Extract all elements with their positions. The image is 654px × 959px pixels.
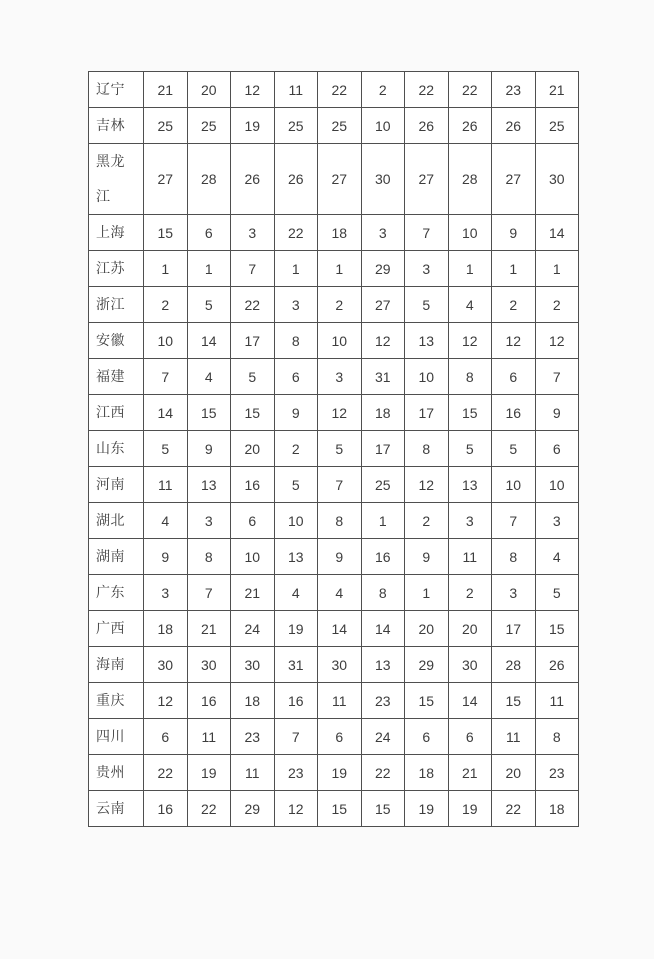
- value-cell: 12: [405, 467, 449, 503]
- value-cell: 17: [231, 323, 275, 359]
- value-cell: 22: [492, 791, 536, 827]
- value-cell: 27: [361, 287, 405, 323]
- value-cell: 20: [187, 72, 231, 108]
- value-cell: 14: [535, 215, 579, 251]
- value-cell: 2: [405, 503, 449, 539]
- value-cell: 20: [492, 755, 536, 791]
- province-name-cell: 安徽: [89, 323, 144, 359]
- value-cell: 7: [318, 467, 362, 503]
- value-cell: 9: [405, 539, 449, 575]
- value-cell: 22: [405, 72, 449, 108]
- value-cell: 20: [405, 611, 449, 647]
- value-cell: 5: [144, 431, 188, 467]
- province-name-cell: 黑龙江: [89, 144, 144, 215]
- value-cell: 3: [144, 575, 188, 611]
- value-cell: 30: [187, 647, 231, 683]
- table-row: [89, 108, 579, 144]
- value-cell: 26: [231, 144, 275, 215]
- value-cell: 10: [405, 359, 449, 395]
- value-cell: 7: [405, 215, 449, 251]
- value-cell: 3: [231, 215, 275, 251]
- table-row: [89, 503, 579, 539]
- value-cell: 17: [361, 431, 405, 467]
- value-cell: 13: [274, 539, 318, 575]
- value-cell: 4: [318, 575, 362, 611]
- value-cell: 2: [535, 287, 579, 323]
- value-cell: 15: [318, 791, 362, 827]
- value-cell: 18: [144, 611, 188, 647]
- value-cell: 1: [492, 251, 536, 287]
- value-cell: 25: [318, 108, 362, 144]
- table-row: [89, 72, 579, 108]
- value-cell: 14: [448, 683, 492, 719]
- value-cell: 3: [361, 215, 405, 251]
- value-cell: 29: [231, 791, 275, 827]
- value-cell: 30: [318, 647, 362, 683]
- value-cell: 19: [187, 755, 231, 791]
- value-cell: 10: [231, 539, 275, 575]
- value-cell: 9: [187, 431, 231, 467]
- value-cell: 12: [318, 395, 362, 431]
- value-cell: 28: [448, 144, 492, 215]
- value-cell: 22: [187, 791, 231, 827]
- value-cell: 14: [144, 395, 188, 431]
- value-cell: 5: [274, 467, 318, 503]
- value-cell: 30: [535, 144, 579, 215]
- value-cell: 26: [535, 647, 579, 683]
- value-cell: 16: [187, 683, 231, 719]
- value-cell: 15: [492, 683, 536, 719]
- province-name-cell: 吉林: [89, 108, 144, 144]
- value-cell: 2: [274, 431, 318, 467]
- value-cell: 16: [274, 683, 318, 719]
- value-cell: 27: [492, 144, 536, 215]
- value-cell: 4: [274, 575, 318, 611]
- value-cell: 6: [492, 359, 536, 395]
- table-row: [89, 144, 579, 215]
- value-cell: 9: [535, 395, 579, 431]
- value-cell: 19: [318, 755, 362, 791]
- value-cell: 27: [144, 144, 188, 215]
- value-cell: 1: [318, 251, 362, 287]
- table-row: [89, 539, 579, 575]
- value-cell: 15: [361, 791, 405, 827]
- value-cell: 21: [448, 755, 492, 791]
- value-cell: 1: [274, 251, 318, 287]
- value-cell: 8: [274, 323, 318, 359]
- value-cell: 27: [405, 144, 449, 215]
- value-cell: 6: [231, 503, 275, 539]
- value-cell: 5: [231, 359, 275, 395]
- value-cell: 23: [492, 72, 536, 108]
- table-row: [89, 791, 579, 827]
- value-cell: 10: [535, 467, 579, 503]
- value-cell: 15: [535, 611, 579, 647]
- value-cell: 10: [492, 467, 536, 503]
- table-row: [89, 683, 579, 719]
- value-cell: 1: [144, 251, 188, 287]
- value-cell: 11: [144, 467, 188, 503]
- table-row: [89, 719, 579, 755]
- value-cell: 8: [405, 431, 449, 467]
- value-cell: 9: [492, 215, 536, 251]
- value-cell: 21: [144, 72, 188, 108]
- value-cell: 21: [231, 575, 275, 611]
- province-name-cell: 辽宁: [89, 72, 144, 108]
- value-cell: 9: [144, 539, 188, 575]
- value-cell: 6: [535, 431, 579, 467]
- value-cell: 3: [187, 503, 231, 539]
- value-cell: 18: [535, 791, 579, 827]
- value-cell: 15: [187, 395, 231, 431]
- table-row: [89, 323, 579, 359]
- value-cell: 9: [274, 395, 318, 431]
- value-cell: 7: [535, 359, 579, 395]
- province-name-cell: 湖南: [89, 539, 144, 575]
- value-cell: 12: [361, 323, 405, 359]
- province-name-cell: 广东: [89, 575, 144, 611]
- value-cell: 7: [274, 719, 318, 755]
- value-cell: 15: [405, 683, 449, 719]
- value-cell: 13: [405, 323, 449, 359]
- value-cell: 12: [448, 323, 492, 359]
- table-row: [89, 575, 579, 611]
- value-cell: 23: [231, 719, 275, 755]
- value-cell: 26: [274, 144, 318, 215]
- value-cell: 8: [187, 539, 231, 575]
- value-cell: 7: [144, 359, 188, 395]
- value-cell: 4: [535, 539, 579, 575]
- value-cell: 9: [318, 539, 362, 575]
- value-cell: 13: [448, 467, 492, 503]
- value-cell: 15: [231, 395, 275, 431]
- value-cell: 18: [405, 755, 449, 791]
- value-cell: 16: [361, 539, 405, 575]
- province-name-cell: 江西: [89, 395, 144, 431]
- value-cell: 6: [274, 359, 318, 395]
- table-body: [89, 72, 579, 827]
- value-cell: 26: [492, 108, 536, 144]
- province-name-cell: 上海: [89, 215, 144, 251]
- value-cell: 5: [405, 287, 449, 323]
- value-cell: 1: [405, 575, 449, 611]
- value-cell: 31: [361, 359, 405, 395]
- value-cell: 22: [231, 287, 275, 323]
- value-cell: 12: [231, 72, 275, 108]
- province-data-table-container: [88, 71, 579, 827]
- value-cell: 1: [448, 251, 492, 287]
- value-cell: 5: [535, 575, 579, 611]
- value-cell: 3: [405, 251, 449, 287]
- value-cell: 27: [318, 144, 362, 215]
- province-name-cell: 海南: [89, 647, 144, 683]
- province-name-cell: 福建: [89, 359, 144, 395]
- value-cell: 3: [492, 575, 536, 611]
- value-cell: 26: [405, 108, 449, 144]
- table-row: [89, 395, 579, 431]
- value-cell: 6: [187, 215, 231, 251]
- value-cell: 13: [187, 467, 231, 503]
- value-cell: 5: [492, 431, 536, 467]
- value-cell: 22: [361, 755, 405, 791]
- value-cell: 21: [187, 611, 231, 647]
- value-cell: 12: [492, 323, 536, 359]
- province-name-cell: 四川: [89, 719, 144, 755]
- value-cell: 22: [274, 215, 318, 251]
- province-name-cell: 浙江: [89, 287, 144, 323]
- value-cell: 14: [187, 323, 231, 359]
- value-cell: 11: [492, 719, 536, 755]
- table-row: [89, 251, 579, 287]
- value-cell: 8: [318, 503, 362, 539]
- value-cell: 2: [448, 575, 492, 611]
- value-cell: 8: [448, 359, 492, 395]
- table-row: [89, 755, 579, 791]
- value-cell: 10: [274, 503, 318, 539]
- value-cell: 23: [274, 755, 318, 791]
- value-cell: 6: [405, 719, 449, 755]
- value-cell: 8: [361, 575, 405, 611]
- value-cell: 4: [144, 503, 188, 539]
- value-cell: 14: [318, 611, 362, 647]
- value-cell: 12: [535, 323, 579, 359]
- value-cell: 7: [231, 251, 275, 287]
- value-cell: 13: [361, 647, 405, 683]
- value-cell: 15: [144, 215, 188, 251]
- value-cell: 17: [405, 395, 449, 431]
- value-cell: 22: [318, 72, 362, 108]
- value-cell: 31: [274, 647, 318, 683]
- value-cell: 30: [231, 647, 275, 683]
- value-cell: 11: [231, 755, 275, 791]
- table-row: [89, 467, 579, 503]
- value-cell: 6: [318, 719, 362, 755]
- value-cell: 11: [187, 719, 231, 755]
- value-cell: 3: [535, 503, 579, 539]
- value-cell: 1: [187, 251, 231, 287]
- value-cell: 10: [144, 323, 188, 359]
- value-cell: 30: [144, 647, 188, 683]
- value-cell: 11: [448, 539, 492, 575]
- value-cell: 23: [361, 683, 405, 719]
- value-cell: 18: [318, 215, 362, 251]
- value-cell: 18: [231, 683, 275, 719]
- value-cell: 11: [535, 683, 579, 719]
- value-cell: 19: [405, 791, 449, 827]
- value-cell: 16: [144, 791, 188, 827]
- table-row: [89, 431, 579, 467]
- value-cell: 5: [187, 287, 231, 323]
- value-cell: 21: [535, 72, 579, 108]
- value-cell: 19: [231, 108, 275, 144]
- province-name-cell: 河南: [89, 467, 144, 503]
- province-name-cell: 广西: [89, 611, 144, 647]
- province-name-cell: 贵州: [89, 755, 144, 791]
- province-name-cell: 山东: [89, 431, 144, 467]
- value-cell: 10: [361, 108, 405, 144]
- table-row: [89, 611, 579, 647]
- value-cell: 10: [318, 323, 362, 359]
- value-cell: 3: [318, 359, 362, 395]
- value-cell: 10: [448, 215, 492, 251]
- province-name-cell: 江苏: [89, 251, 144, 287]
- province-name-cell: 重庆: [89, 683, 144, 719]
- value-cell: 2: [144, 287, 188, 323]
- value-cell: 22: [448, 72, 492, 108]
- value-cell: 18: [361, 395, 405, 431]
- value-cell: 23: [535, 755, 579, 791]
- value-cell: 24: [361, 719, 405, 755]
- value-cell: 12: [144, 683, 188, 719]
- value-cell: 16: [231, 467, 275, 503]
- value-cell: 7: [492, 503, 536, 539]
- table-row: [89, 287, 579, 323]
- table-row: [89, 647, 579, 683]
- value-cell: 25: [187, 108, 231, 144]
- table-row: [89, 215, 579, 251]
- value-cell: 28: [187, 144, 231, 215]
- value-cell: 6: [448, 719, 492, 755]
- value-cell: 26: [448, 108, 492, 144]
- value-cell: 1: [361, 503, 405, 539]
- value-cell: 28: [492, 647, 536, 683]
- value-cell: 12: [274, 791, 318, 827]
- value-cell: 5: [318, 431, 362, 467]
- value-cell: 25: [535, 108, 579, 144]
- province-name-cell: 云南: [89, 791, 144, 827]
- value-cell: 30: [361, 144, 405, 215]
- value-cell: 3: [448, 503, 492, 539]
- value-cell: 25: [144, 108, 188, 144]
- value-cell: 19: [448, 791, 492, 827]
- value-cell: 20: [448, 611, 492, 647]
- value-cell: 11: [274, 72, 318, 108]
- value-cell: 4: [187, 359, 231, 395]
- value-cell: 6: [144, 719, 188, 755]
- value-cell: 5: [448, 431, 492, 467]
- province-data-table: [88, 71, 579, 827]
- value-cell: 7: [187, 575, 231, 611]
- value-cell: 15: [448, 395, 492, 431]
- value-cell: 19: [274, 611, 318, 647]
- value-cell: 3: [274, 287, 318, 323]
- value-cell: 29: [405, 647, 449, 683]
- value-cell: 1: [535, 251, 579, 287]
- value-cell: 2: [318, 287, 362, 323]
- table-row: [89, 359, 579, 395]
- value-cell: 24: [231, 611, 275, 647]
- province-name-cell: 湖北: [89, 503, 144, 539]
- value-cell: 16: [492, 395, 536, 431]
- value-cell: 30: [448, 647, 492, 683]
- value-cell: 22: [144, 755, 188, 791]
- value-cell: 8: [492, 539, 536, 575]
- value-cell: 14: [361, 611, 405, 647]
- value-cell: 2: [361, 72, 405, 108]
- value-cell: 20: [231, 431, 275, 467]
- value-cell: 8: [535, 719, 579, 755]
- value-cell: 4: [448, 287, 492, 323]
- value-cell: 25: [274, 108, 318, 144]
- value-cell: 25: [361, 467, 405, 503]
- value-cell: 2: [492, 287, 536, 323]
- value-cell: 17: [492, 611, 536, 647]
- value-cell: 29: [361, 251, 405, 287]
- value-cell: 11: [318, 683, 362, 719]
